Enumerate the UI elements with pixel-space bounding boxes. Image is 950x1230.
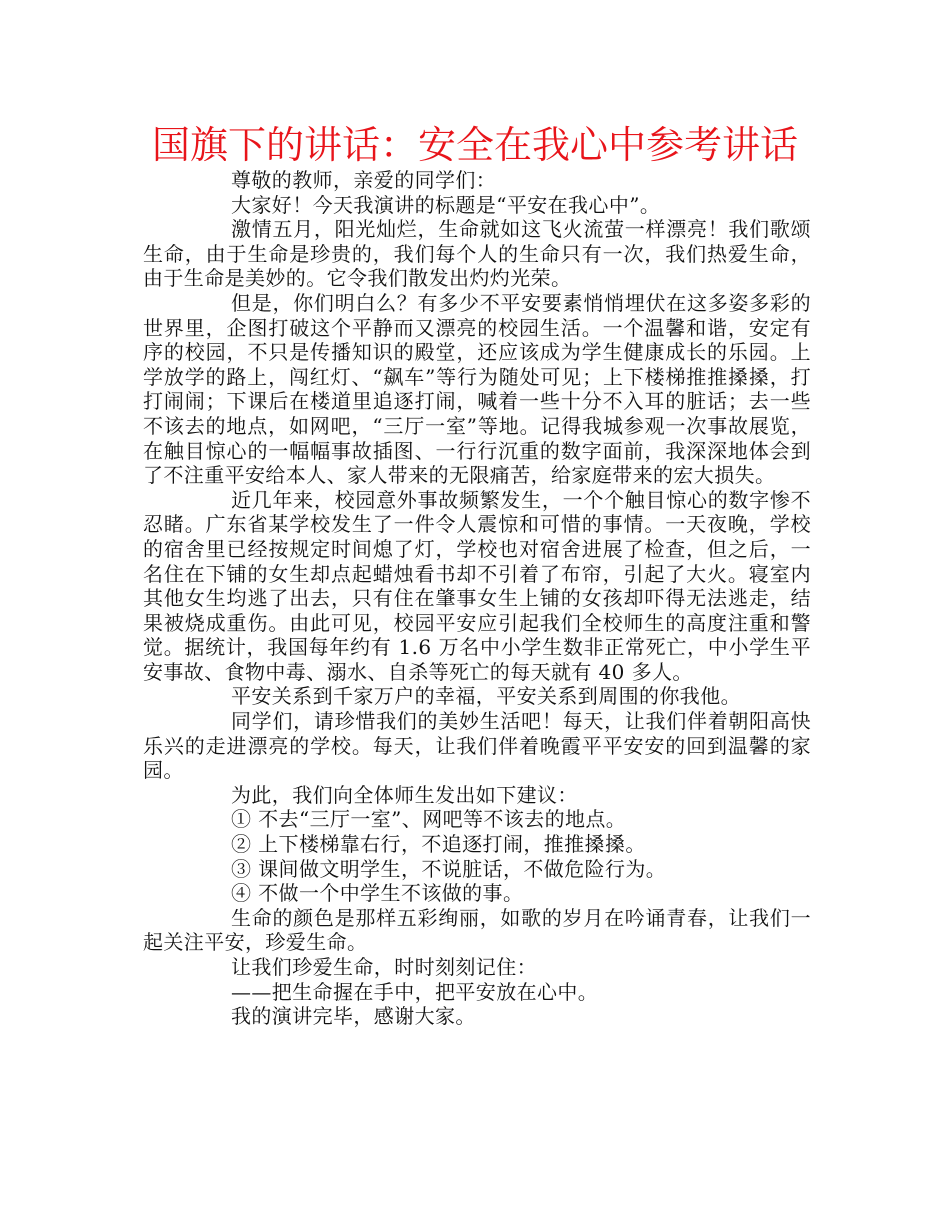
body-paragraph: 但是，你们明白么？有多少不平安要素悄悄埋伏在这多姿多彩的世界里，企图打破这个平静而又漂亮的校园生活。一个温馨和谐，安定有序的校园，不只是传播知识的殿堂，还应该成为学生健康成长的乐园。上学放学的路上，闯红灯、“飙车”等行为随处可见；上下楼梯推推搡搡，打打闹闹；下课后在楼道里追逐打闹，喊着一些十分不入耳的脏话；去一些不该去的地点，如网吧，“三厅一室”等地。记得我城参观一次事故展览，在触目惊心的一幅幅事故插图、一行行沉重的数字面前，我深深地体会到 了不注重平安给本人、家人带来的无限痛苦，给家庭带来的宏大损失。 bbox=[143, 290, 811, 488]
proposal-item: ① 不去“三厅一室”、网吧等不该去的地点。 bbox=[231, 807, 627, 832]
document-body bbox=[143, 168, 811, 1029]
body-paragraph: 近几年来，校园意外事故频繁发生，一个个触目惊心的数字惨不忍睹。广东省某学校发生了一件令人震惊和可惜的事情。一天夜晚，学校的宿舍里已经按规定时间熄了灯，学校也对宿舍进展了检查，但之后，一名住在下铺的女生却点起蜡烛看书却不引着了布帘，引起了大火。寝室内其他女生均逃了出去，只有住在肇事女生上铺的女孩却吓得无法逃走，结果被烧成重伤。由此可见，校园平安应引起我们全校师生的高度注重和警觉。据统计，我国每年约有 1.6 万名中小学生数非正常死亡，中小学生平安事故、食物中毒、溺水、自杀等死亡的每天就有 40 多人。 bbox=[143, 487, 811, 684]
body-paragraph: 同学们，请珍惜我们的美妙生活吧！每天，让我们伴着朝阳高快乐兴的走进漂亮的学校。每天，让我们伴着晚霞平平安安的回到温馨的家园。 bbox=[143, 709, 811, 783]
closing-paragraph: 我的演讲完毕，感谢大家。 bbox=[231, 1004, 476, 1029]
proposal-item: ② 上下楼梯靠右行，不追逐打闹，推推搡搡。 bbox=[231, 832, 646, 857]
proposal-item: ④ 不做一个中学生不该做的事。 bbox=[231, 881, 524, 906]
proposal-intro-paragraph: 为此，我们向全体师生发出如下建议： bbox=[231, 782, 578, 807]
body-paragraph: 平安关系到千家万户的幸福，平安关系到周围的你我他。 bbox=[231, 684, 741, 709]
proposal-item: ③ 课间做文明学生，不说脏话，不做危险行为。 bbox=[231, 856, 667, 881]
document-title: 国旗下的讲话：安全在我心中参考讲话 bbox=[151, 123, 798, 167]
body-paragraph: 让我们珍爱生命，时时刻刻记住： bbox=[231, 955, 537, 979]
body-paragraph: 激情五月，阳光灿烂，生命就如这飞火流萤一样漂亮！我们歌颂生命，由于生命是珍贵的，我们每个人的生命只有一次，我们热爱生命，由于生命是美妙的。它令我们散发出灼灼光荣。 bbox=[143, 217, 811, 291]
greeting-paragraph: 大家好！今天我演讲的标题是“平安在我心中”。 bbox=[231, 192, 661, 217]
motto-paragraph: ——把生命握在手中，把平安放在心中。 bbox=[231, 979, 599, 1004]
salutation-paragraph: 尊敬的教师，亲爱的同学们： bbox=[231, 168, 497, 192]
body-paragraph: 生命的颜色是那样五彩绚丽，如歌的岁月在吟诵青春，让我们一起关注平安，珍爱生命。 bbox=[143, 905, 811, 955]
